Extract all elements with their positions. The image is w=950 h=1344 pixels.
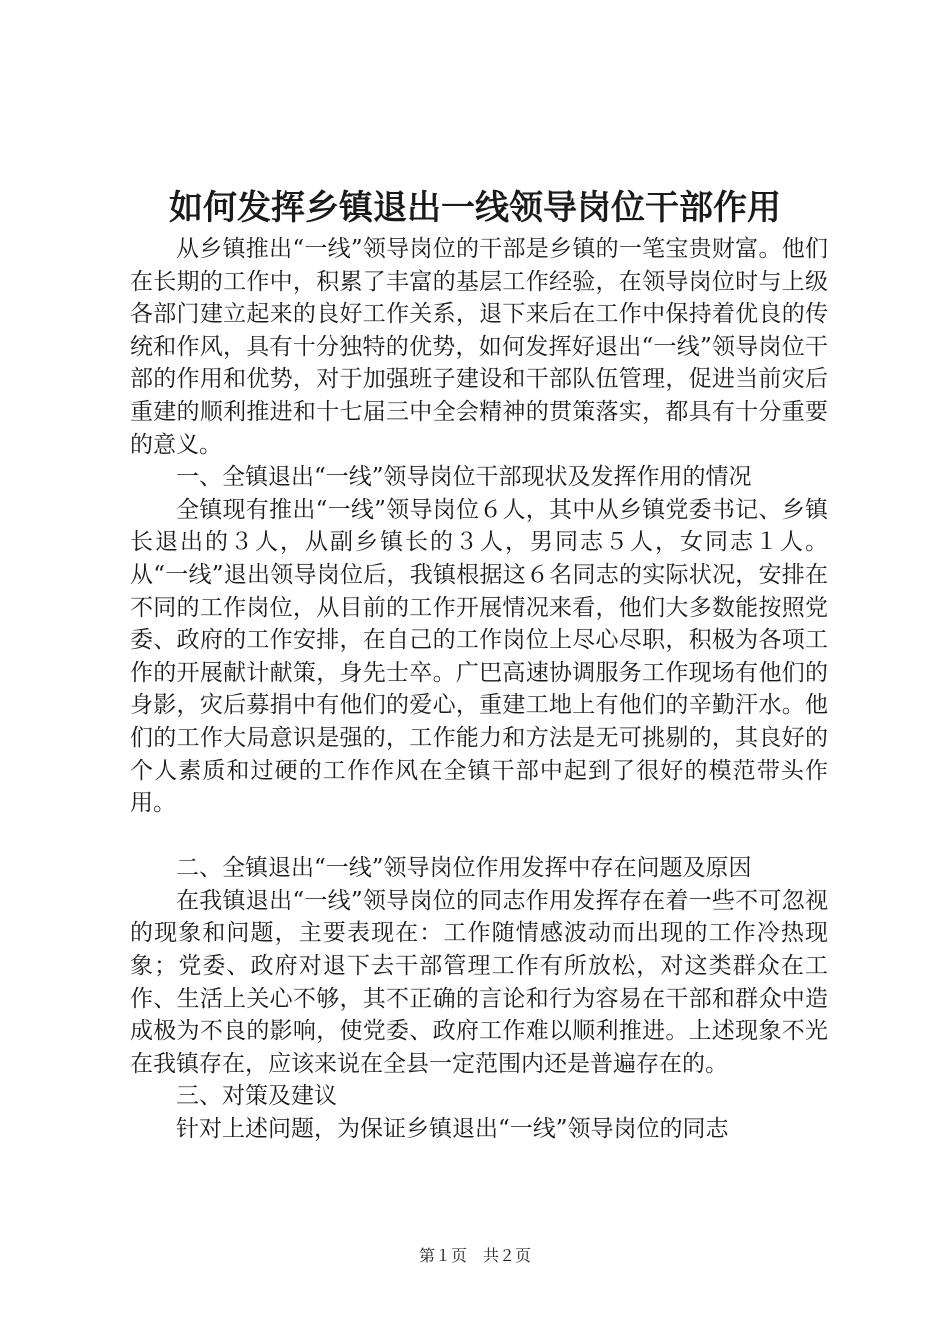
paragraph-spacer [130, 820, 828, 853]
section-heading-2: 二、全镇退出“一线”领导岗位作用发挥中存在问题及原因 [176, 855, 752, 882]
paragraph-measures: 针对上述问题，为保证乡镇退出“一线”领导岗位的同志 [176, 1116, 729, 1143]
page-number-footer: 第１页 共２页 [418, 1246, 531, 1265]
document-title: 如何发挥乡镇退出一线领导岗位干部作用 [169, 188, 781, 228]
paragraph-intro: 从乡镇推出“一线”领导岗位的干部是乡镇的一笔宝贵财富。他们在长期的工作中，积累了丰富的基层工作经验，在领导岗位时与上级各部门建立起来的良好工作关系，退下来后在工作中保持着优良的传统和作风，具有十分独特的优势，如何发挥好退出“一线”领导岗位干部的作用和优势，对于加强班子建设和干部队伍管理，促进当前灾后重建的顺利推进和十七届三中全会精神的贯策落实，都具有十分重要的意义。 [130, 236, 828, 458]
section-heading-3: 三、对策及建议 [176, 1083, 337, 1110]
paragraph-status: 全镇现有推出“一线”领导岗位６人，其中从乡镇党委书记、乡镇长退出的３人，从副乡镇长的３人，男同志５人，女同志１人。从“一线”退出领导岗位后，我镇根据这６名同志的实际状况，安排在不同的工作岗位，从目前的工作开展情况来看，他们大多数能按照党委、政府的工作安排，在自己的工作岗位上尽心尽职，积极为各项工作的开展献计献策，身先士卒。广巴高速协调服务工作现场有他们的身影，灾后募捐中有他们的爱心，重建工地上有他们的辛勤汗水。他们的工作大局意识是强的，工作能力和方法是无可挑剔的，其良好的个人素质和过硬的工作作风在全镇干部中起到了很好的模范带头作用。 [130, 496, 828, 817]
paragraph-problems: 在我镇退出“一线”领导岗位的同志作用发挥存在着一些不可忽视的现象和问题，主要表现在：工作随情感波动而出现的工作冷热现象；党委、政府对退下去干部管理工作有所放松，对这类群众在工作、生活上关心不够，其不正确的言论和行为容易在干部和群众中造成极为不良的影响，使党委、政府工作难以顺利推进。上述现象不光在我镇存在，应该来说在全县一定范围内还是普遍存在的。 [130, 887, 828, 1077]
document-body [130, 233, 828, 1146]
section-heading-1: 一、全镇退出“一线”领导岗位干部现状及发挥作用的情况 [176, 464, 752, 491]
